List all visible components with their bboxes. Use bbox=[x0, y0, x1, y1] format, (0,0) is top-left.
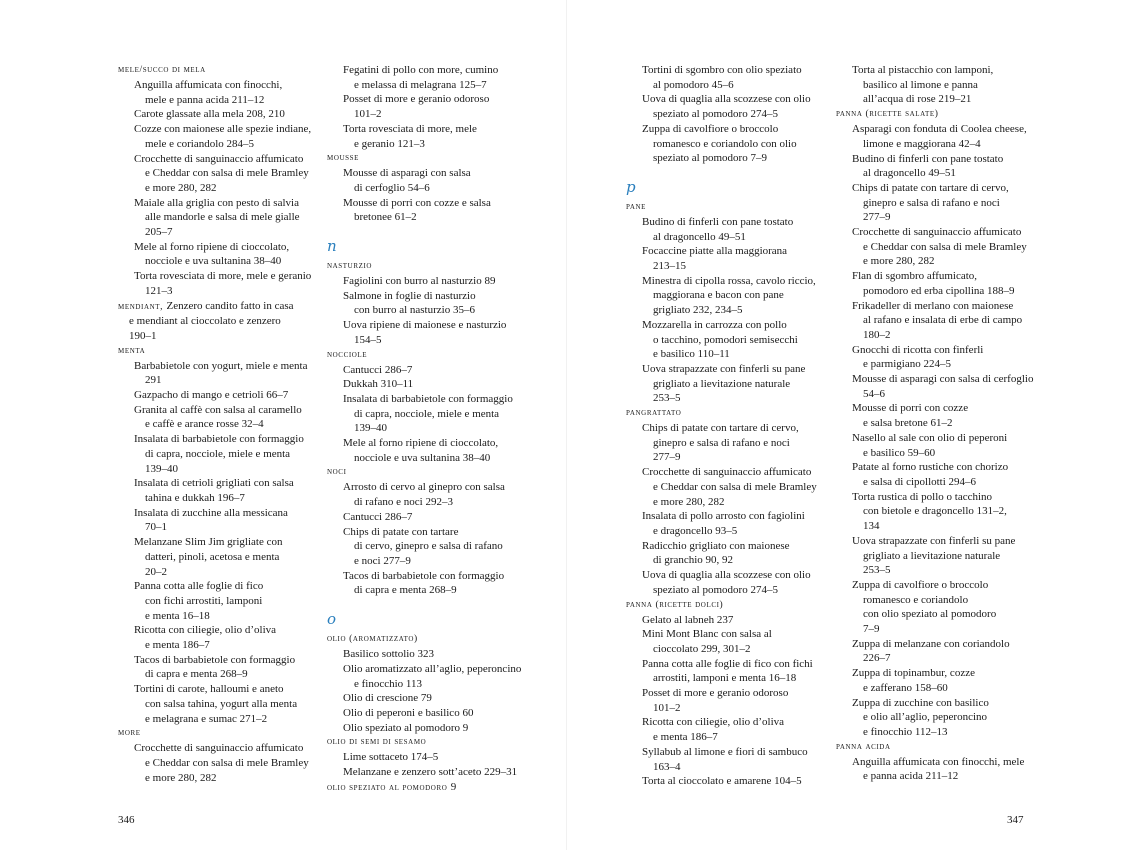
index-entry: Mele al forno ripiene di cioccolato, nocciole e uva sultanina 38–40 bbox=[343, 437, 499, 464]
index-entry: Panna cotta alle foglie di fico con fichi arrostiti, lamponi e menta 16–18 bbox=[642, 657, 813, 685]
index-heading bbox=[118, 299, 328, 344]
index-entry: Flan di sgombro affumicato, pomodoro ed erba cipollina 188–9 bbox=[852, 270, 1015, 297]
index-entry: Budino di finferli con pane tostato al dragoncello 49–51 bbox=[642, 215, 794, 243]
index-heading-term: pane bbox=[626, 201, 647, 212]
index-entry: Olio aromatizzato all’aglio, peperoncino e finocchio 113 bbox=[343, 662, 522, 690]
index-entry: Cantucci 286–7 bbox=[343, 363, 413, 376]
index-entry: Cantucci 286–7 bbox=[343, 510, 413, 523]
index-entry: Tacos di barbabietole con formaggio di capra e menta 268–9 bbox=[134, 653, 296, 681]
index-entry: Olio di peperoni e basilico 60 bbox=[343, 706, 474, 719]
index-entry: Zuppa di cavolfiore o broccolo romanesco e coriandolo con olio speziato al pomodoro 7–9 bbox=[852, 578, 997, 636]
index-heading-term: menta bbox=[118, 345, 146, 356]
index-entry: Posset di more e geranio odoroso 101–2 bbox=[642, 687, 789, 714]
index-entry: Anguilla affumicata con finocchi, mele e panna acida 211–12 bbox=[852, 755, 1025, 783]
index-entry: Barbabietole con yogurt, miele e menta 291 bbox=[134, 359, 308, 387]
index-entry: Budino di finferli con pane tostato al dragoncello 49–51 bbox=[852, 152, 1004, 180]
index-heading bbox=[836, 740, 1046, 755]
index-heading-term: olio speziato al pomodoro bbox=[327, 782, 448, 793]
index-entry: Uova di quaglia alla scozzese con olio speziato al pomodoro 274–5 bbox=[642, 93, 811, 121]
index-heading bbox=[626, 406, 836, 421]
index-entry: Insalata di pollo arrosto con fagiolini e dragoncello 93–5 bbox=[642, 510, 805, 537]
index-entry: Tacos di barbabietole con formaggio di capra e menta 268–9 bbox=[343, 569, 505, 597]
index-heading-detail: 9 bbox=[450, 780, 457, 793]
index-heading bbox=[327, 632, 537, 647]
index-entry: Cozze con maionese alle spezie indiane, mele e coriandolo 284–5 bbox=[134, 123, 312, 150]
index-entry: Tortini di sgombro con olio speziato al pomodoro 45–6 bbox=[642, 64, 802, 91]
index-entry: Torta al pistacchio con lamponi, basilico al limone e panna all’acqua di rose 219–21 bbox=[852, 64, 994, 106]
index-entry: Patate al forno rustiche con chorizo e salsa di cipollotti 294–6 bbox=[852, 461, 1009, 488]
index-entry: Torta rovesciata di more, mele e geranio 121–3 bbox=[134, 270, 312, 297]
index-entry: Salmone in foglie di nasturzio con burro al nasturzio 35–6 bbox=[343, 289, 476, 317]
index-heading-detail: Zenzero candito fatto in casa e mendiant al cioccolato e zenzero 190–1 bbox=[129, 299, 294, 342]
index-entry: Melanzane Slim Jim grigliate con datteri, pinoli, acetosa e menta 20–2 bbox=[134, 536, 283, 578]
index-heading-term: noci bbox=[327, 467, 347, 478]
index-heading bbox=[327, 735, 537, 750]
index-entry: Insalata di zucchine alla messicana 70–1 bbox=[134, 506, 288, 534]
index-entry: Mousse di asparagi con salsa di cerfoglio 54–6 bbox=[852, 373, 1034, 400]
index-entry: Nasello al sale con olio di peperoni e basilico 59–60 bbox=[852, 431, 1008, 459]
index-entry: Basilico sottolio 323 bbox=[343, 648, 435, 661]
index-entry: Mele al forno ripiene di cioccolato, nocciole e uva sultanina 38–40 bbox=[134, 240, 290, 268]
index-entry: Lime sottaceto 174–5 bbox=[343, 751, 439, 764]
column-2-o-section bbox=[327, 632, 537, 795]
column-3-top bbox=[626, 63, 836, 166]
index-heading-term: panna (ricette salate) bbox=[836, 109, 939, 120]
index-entry: Arrosto di cervo al ginepro con salsa di rafano e noci 292–3 bbox=[343, 481, 505, 509]
index-entry: Crocchette di sanguinaccio affumicato e Cheddar con salsa di mele Bramley e more 280, 282 bbox=[852, 226, 1027, 268]
index-entry: Mousse di porri con cozze e salsa bretonee 61–2 bbox=[343, 196, 491, 224]
index-heading bbox=[118, 726, 328, 741]
index-heading bbox=[626, 200, 836, 215]
index-heading bbox=[626, 598, 836, 613]
index-entry: Mousse di porri con cozze e salsa bretone 61–2 bbox=[852, 402, 969, 430]
index-heading bbox=[327, 465, 537, 480]
index-entry: Panna cotta alle foglie di fico con fichi arrostiti, lamponi e menta 16–18 bbox=[134, 580, 264, 622]
index-entry: Torta rustica di pollo o tacchino con bietole e dragoncello 131–2, 134 bbox=[852, 490, 1007, 533]
index-entry: Dukkah 310–11 bbox=[343, 378, 414, 391]
right-page bbox=[567, 0, 1134, 850]
index-entry: Anguilla affumicata con finocchi, mele e panna acida 211–12 bbox=[134, 79, 283, 106]
index-column-4 bbox=[836, 63, 1046, 784]
index-entry: Crocchette di sanguinaccio affumicato e Cheddar con salsa di mele Bramley e more 280, 282 bbox=[134, 742, 309, 784]
index-entry: Ricotta con ciliegie, olio d’oliva e menta 186–7 bbox=[134, 624, 277, 652]
index-heading-term: more bbox=[118, 728, 141, 739]
index-entry: Gelato al labneh 237 bbox=[642, 613, 734, 626]
index-heading-term: mendiant, bbox=[118, 301, 164, 312]
index-entry: Fegatini di pollo con more, cumino e melassa di melagrana 125–7 bbox=[343, 64, 499, 91]
index-entry: Chips di patate con tartare di cervo, ginepro e salsa di rafano e noci 277–9 bbox=[343, 525, 503, 567]
index-column-1 bbox=[118, 63, 328, 785]
index-entry: Ricotta con ciliegie, olio d’oliva e menta 186–7 bbox=[642, 716, 785, 744]
index-entry: Mozzarella in carrozza con pollo o tacchino, pomodori semisecchi e basilico 110–11 bbox=[642, 318, 798, 361]
index-entry: Radicchio grigliato con maionese di granchio 90, 92 bbox=[642, 539, 790, 567]
index-entry: Fagiolini con burro al nasturzio 89 bbox=[343, 275, 496, 288]
index-entry: Uova strapazzate con finferli su pane grigliato a lievitazione naturale 253–5 bbox=[852, 534, 1016, 577]
index-entry: Granita al caffè con salsa al caramello e caffè e arance rosse 32–4 bbox=[134, 403, 302, 431]
index-entry: Mousse di asparagi con salsa di cerfoglio 54–6 bbox=[343, 167, 471, 194]
section-letter-n: n bbox=[327, 237, 337, 256]
index-heading-term: panna acida bbox=[836, 741, 891, 752]
column-3-p-section bbox=[626, 200, 836, 789]
index-entry: Maiale alla griglia con pesto di salvia alle mandorle e salsa di mele gialle 205–7 bbox=[134, 196, 300, 239]
page-number-left: 346 bbox=[118, 814, 135, 826]
index-entry: Torta al cioccolato e amarene 104–5 bbox=[642, 775, 802, 788]
index-entry: Asparagi con fonduta di Coolea cheese, limone e maggiorana 42–4 bbox=[852, 123, 1027, 150]
page-number-right: 347 bbox=[1007, 814, 1024, 826]
index-entry: Insalata di barbabietole con formaggio di capra, nocciole, miele e menta 139–40 bbox=[134, 433, 304, 475]
index-entry: Insalata di cetrioli grigliati con salsa tahina e dukkah 196–7 bbox=[134, 477, 294, 504]
index-heading-term: pangrattato bbox=[626, 408, 682, 419]
index-column-2 bbox=[327, 63, 537, 795]
index-heading-term: panna (ricette dolci) bbox=[626, 599, 724, 610]
index-entry: Uova ripiene di maionese e nasturzio 154–5 bbox=[343, 319, 507, 346]
index-entry: Crocchette di sanguinaccio affumicato e Cheddar con salsa di mele Bramley e more 280, 282 bbox=[134, 152, 309, 194]
index-heading bbox=[327, 780, 537, 796]
index-heading bbox=[327, 348, 537, 363]
index-entry: Syllabub al limone e fiori di sambuco 163–4 bbox=[642, 745, 808, 773]
index-entry: Melanzane e zenzero sott’aceto 229–31 bbox=[343, 766, 518, 779]
index-heading-term: mousse bbox=[327, 153, 359, 164]
index-entry: Gnocchi di ricotta con finferli e parmigiano 224–5 bbox=[852, 343, 984, 371]
index-entry: Zuppa di topinambur, cozze e zafferano 158–60 bbox=[852, 667, 975, 694]
index-entry: Posset di more e geranio odoroso 101–2 bbox=[343, 93, 490, 121]
index-entry: Zuppa di melanzane con coriandolo 226–7 bbox=[852, 637, 1010, 665]
index-entry: Zuppa di zucchine con basilico e olio all’aglio, peperoncino e finocchio 112–13 bbox=[852, 696, 989, 738]
index-entry: Crocchette di sanguinaccio affumicato e Cheddar con salsa di mele Bramley e more 280, 282 bbox=[642, 466, 817, 508]
index-column-3 bbox=[626, 63, 836, 789]
index-heading-term: nasturzio bbox=[327, 261, 373, 272]
index-entry: Focaccine piatte alla maggiorana 213–15 bbox=[642, 245, 788, 273]
column-2-n-section bbox=[327, 259, 537, 598]
index-heading bbox=[327, 259, 537, 274]
index-entry: Frikadeller di merlano con maionese al rafano e insalata di erbe di campo 180–2 bbox=[852, 299, 1023, 341]
section-letter-p: p bbox=[626, 177, 636, 196]
index-entry: Zuppa di cavolfiore o broccolo romanesco e coriandolo con olio speziato al pomodoro 7–9 bbox=[642, 122, 797, 165]
index-entry: Gazpacho di mango e cetrioli 66–7 bbox=[134, 389, 289, 402]
index-entry: Chips di patate con tartare di cervo, ginepro e salsa di rafano e noci 277–9 bbox=[642, 422, 799, 464]
index-entry: Tortini di carote, halloumi e aneto con salsa tahina, yogurt alla menta e melagrana e sumac 271–2 bbox=[134, 683, 298, 725]
index-entry: Torta rovesciata di more, mele e geranio 121–3 bbox=[343, 122, 477, 150]
index-heading-term: olio (aromatizzato) bbox=[327, 634, 418, 645]
index-heading bbox=[118, 344, 328, 359]
index-entry: Olio di crescione 79 bbox=[343, 692, 432, 705]
index-entry: Uova strapazzate con finferli su pane grigliato a lievitazione naturale 253–5 bbox=[642, 362, 806, 405]
index-heading bbox=[118, 63, 328, 78]
index-entry: Insalata di barbabietole con formaggio di capra, nocciole, miele e menta 139–40 bbox=[343, 392, 513, 435]
index-heading bbox=[327, 151, 537, 166]
index-heading-term: mele/succo di mela bbox=[118, 65, 206, 75]
index-entry: Mini Mont Blanc con salsa al cioccolato 299, 301–2 bbox=[642, 628, 772, 655]
index-entry: Olio speziato al pomodoro 9 bbox=[343, 721, 469, 734]
index-entry: Uova di quaglia alla scozzese con olio speziato al pomodoro 274–5 bbox=[642, 569, 811, 596]
index-entry: Minestra di cipolla rossa, cavolo riccio, maggiorana e bacon con pane grigliato 232, 234–5 bbox=[642, 274, 816, 317]
index-entry: Carote glassate alla mela 208, 210 bbox=[134, 108, 285, 121]
section-letter-o: o bbox=[327, 610, 337, 629]
index-heading-term: olio di semi di sesamo bbox=[327, 737, 427, 748]
index-entry: Chips di patate con tartare di cervo, ginepro e salsa di rafano e noci 277–9 bbox=[852, 181, 1009, 224]
index-heading-term: nocciole bbox=[327, 349, 368, 360]
column-2-top bbox=[327, 63, 537, 225]
index-heading bbox=[836, 107, 1046, 122]
